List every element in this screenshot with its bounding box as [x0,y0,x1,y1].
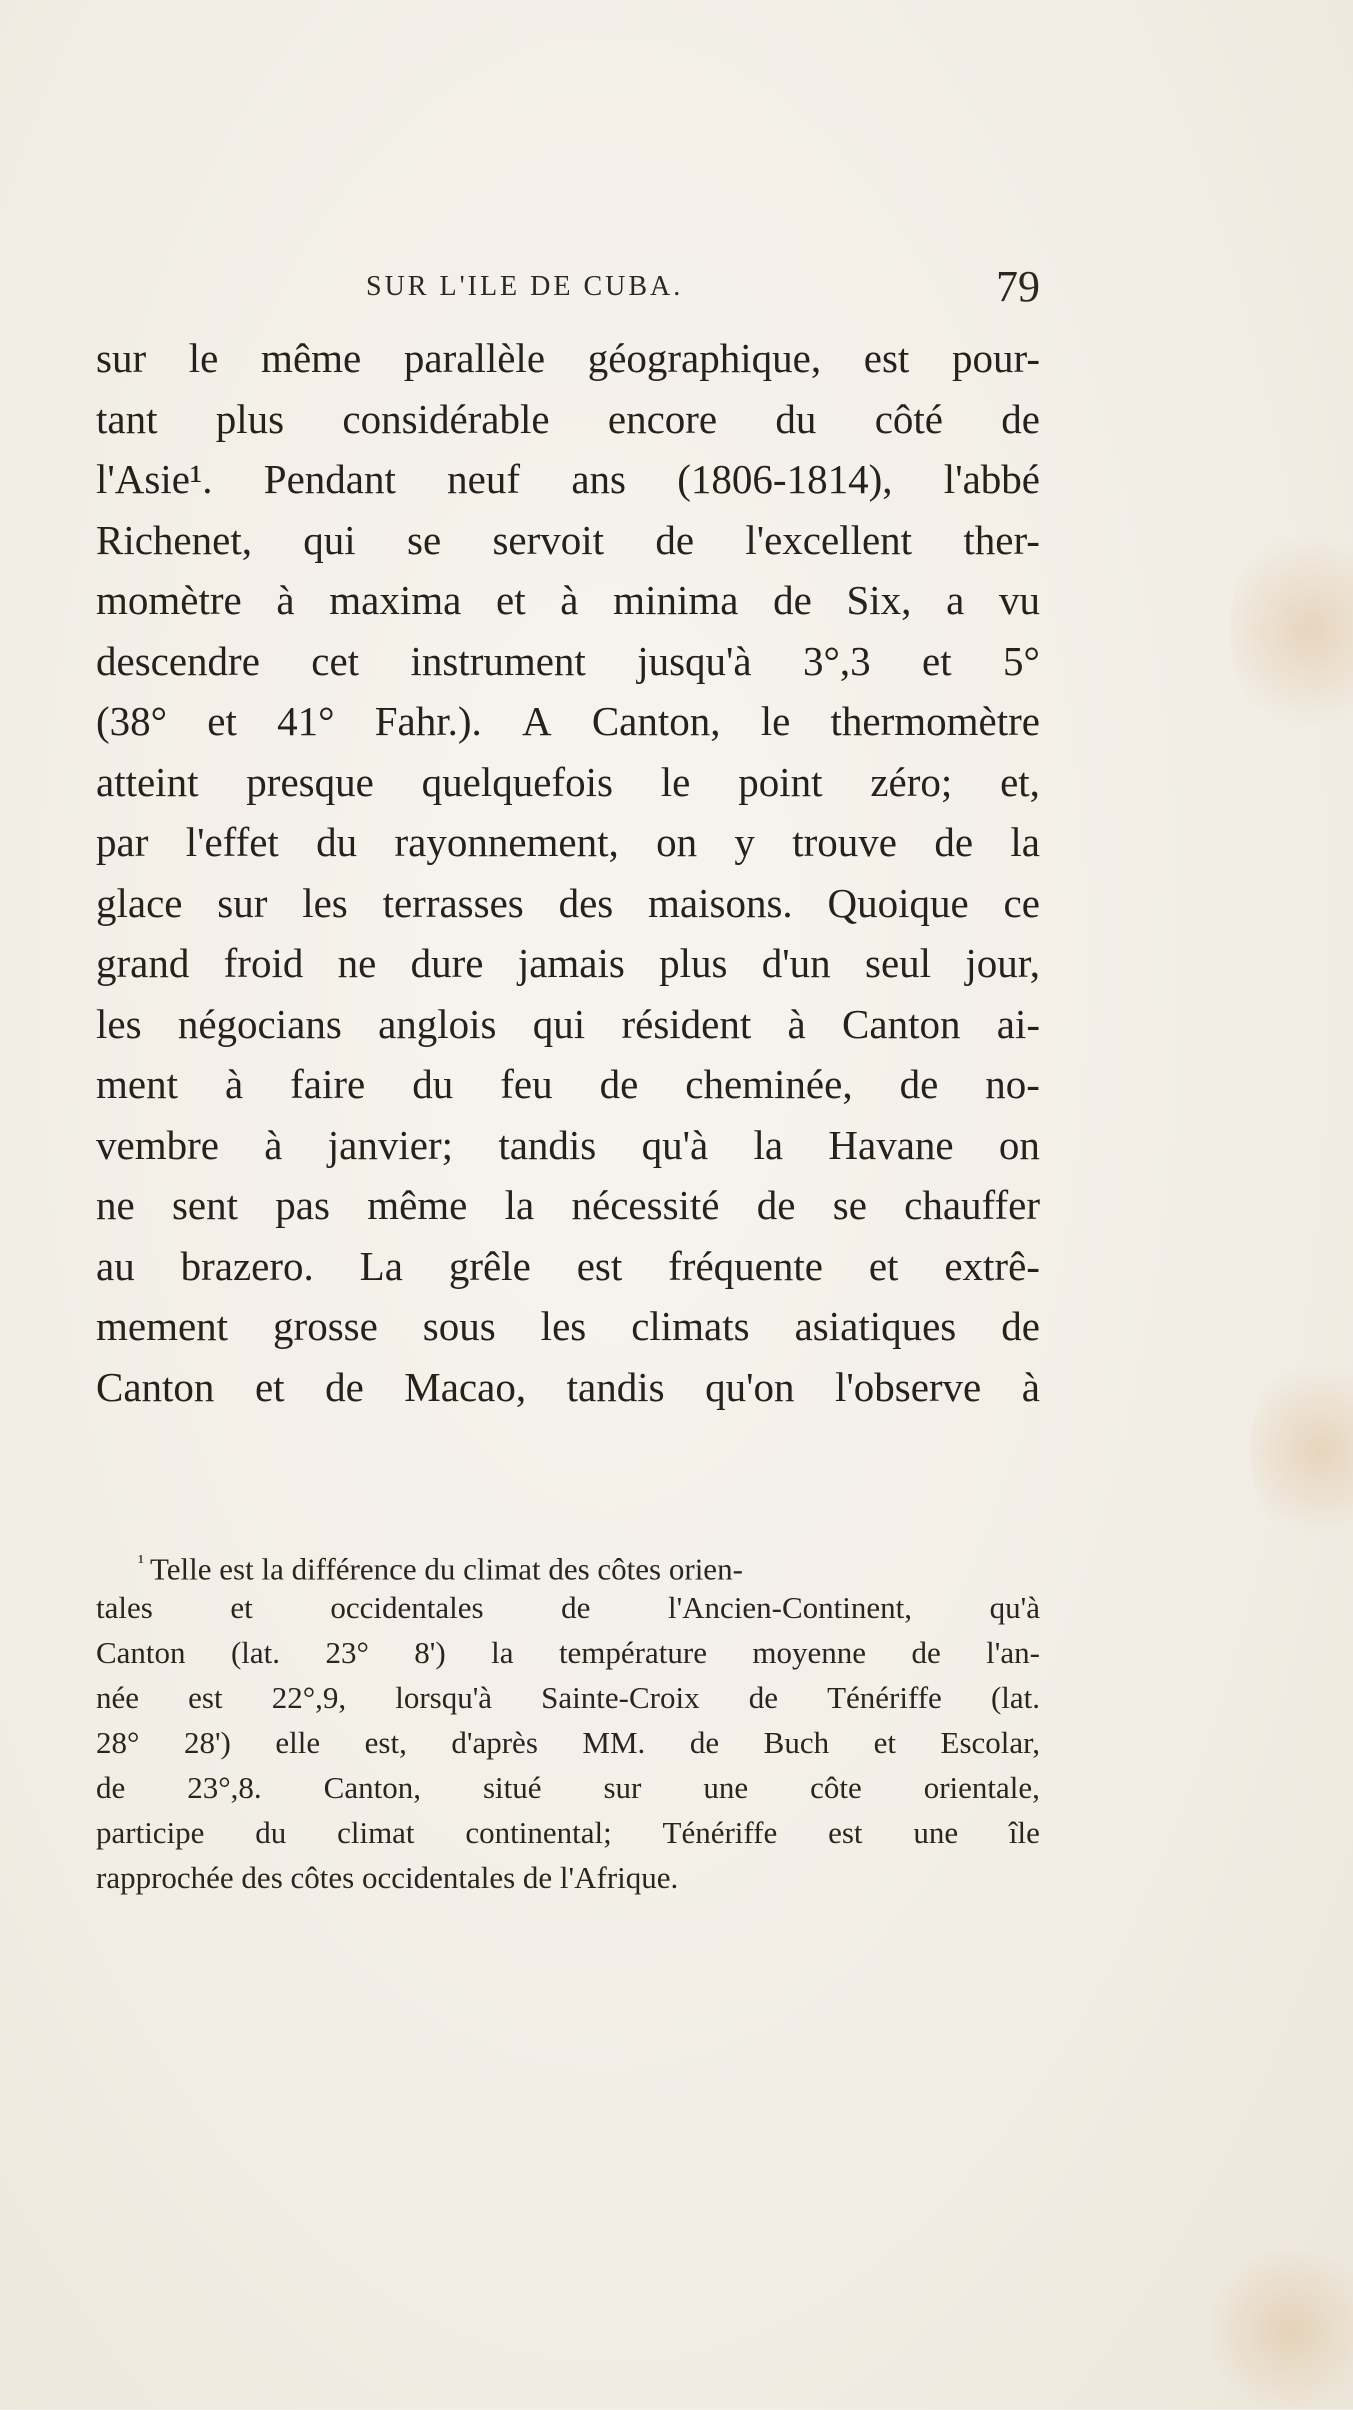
footnote-line: de 23°,8. Canton, situé sur une côte orientale, [96,1770,1040,1805]
text-line: descendre cet instrument jusqu'à 3°,3 et 5° [96,637,1040,684]
paper-stain [1250,1350,1353,1550]
text-line: Richenet, qui se servoit de l'excellent ther- [96,516,1040,563]
text-line: l'Asie¹. Pendant neuf ans (1806-1814), l'abbé [96,456,1040,502]
text-line: sur le même parallèle géographique, est pour- [96,335,1040,381]
page-number: 79 [996,262,1040,311]
text-line: ment à faire du feu de cheminée, de no- [96,1061,1040,1107]
text-line: Canton et de Macao, tandis qu'on l'observe à [96,1363,1040,1410]
text-line: ne sent pas même la nécessité de se chauffer [96,1182,1040,1228]
text-line: mement grosse sous les climats asiatiques de [96,1303,1040,1349]
text-line: tant plus considérable encore du côté de [96,395,1040,442]
footnote-line: 28° 28') elle est, d'après MM. de Buch et Escolar, [96,1725,1040,1760]
footnote-line: née est 22°,9, lorsqu'à Sainte-Croix de Ténériffe (lat. [96,1680,1040,1715]
paper-stain [1200,2250,1353,2410]
page-header [96,262,1040,317]
text-line: (38° et 41° Fahr.). A Canton, le thermomètre [96,698,1040,744]
text-line: momètre à maxima et à minima de Six, a vu [96,577,1040,623]
text-line: par l'effet du rayonnement, on y trouve de la [96,819,1040,865]
text-line: glace sur les terrasses des maisons. Quoique ce [96,879,1040,926]
text-line: vembre à janvier; tandis qu'à la Havane on [96,1121,1040,1168]
footnote-line: $^{^1}$ Telle est la différence du climat des côtes orien- [138,1551,743,1587]
running-head: SUR L'ILE DE CUBA. [366,271,684,302]
text-line: atteint presque quelquefois le point zéro; et, [96,758,1040,805]
paper-stain [1230,520,1353,740]
text-line: les négocians anglois qui résident à Canton ai- [96,1000,1040,1047]
footnote-line: rapprochée des côtes occidentales de l'Afrique. [96,1860,679,1895]
footnote-line: tales et occidentales de l'Ancien-Continent, qu'à [96,1590,1040,1625]
main-text [96,328,1040,1417]
text-line: au brazero. La grêle est fréquente et extrê- [96,1242,1040,1289]
footnote-line: Canton (lat. 23° 8') la température moyenne de l'an- [96,1635,1040,1670]
footnote [96,1540,1040,1900]
footnote-line: participe du climat continental; Ténériffe est une île [96,1815,1040,1850]
footnote-marker: ¹ [138,1551,144,1573]
text-line: grand froid ne dure jamais plus d'un seul jour, [96,940,1040,986]
